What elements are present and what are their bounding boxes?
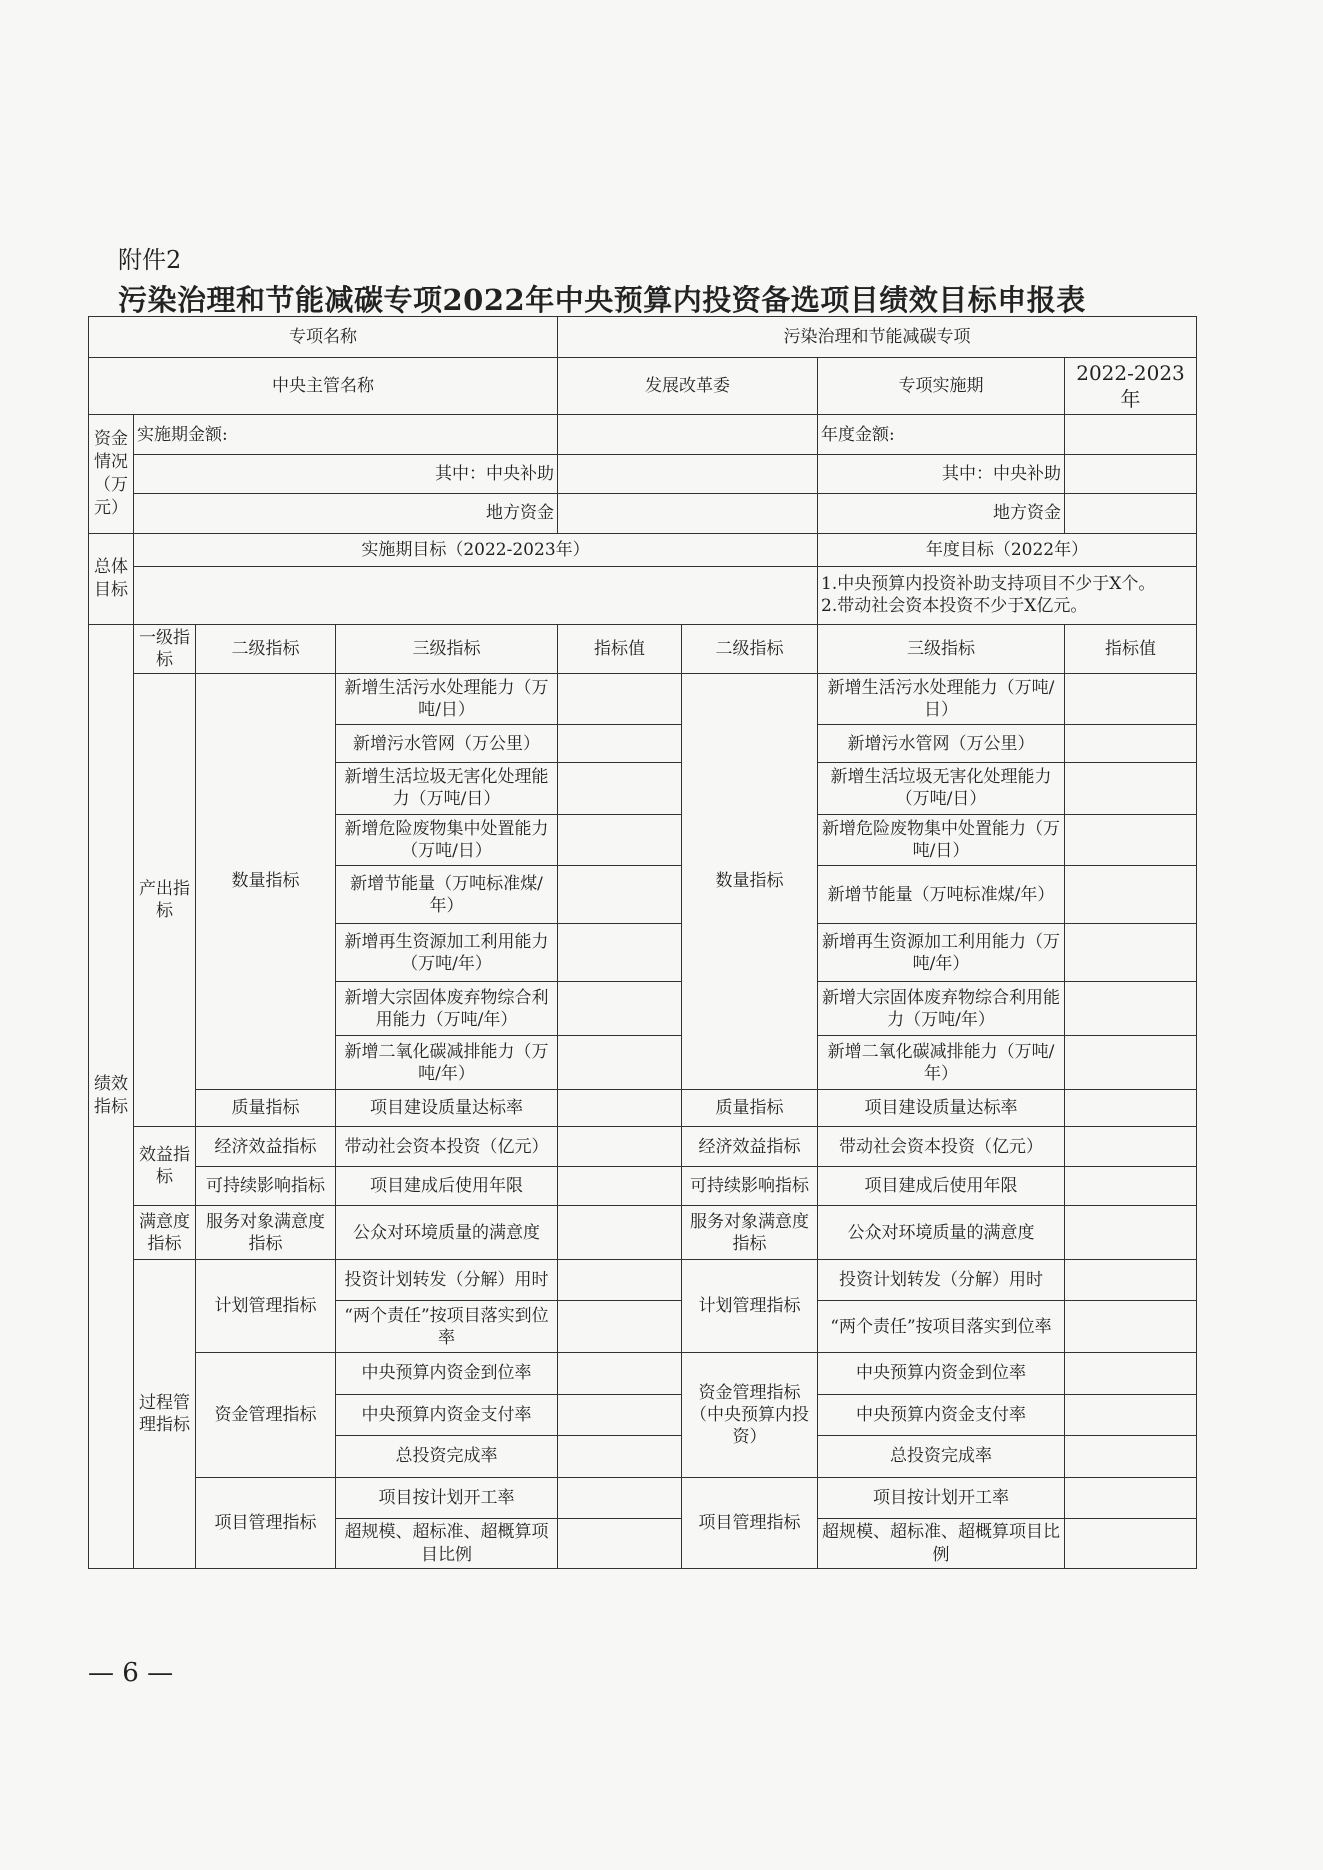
plan-mgmt-indicator: 计划管理指标 [196, 1260, 336, 1353]
proj-value-1-annual[interactable] [1065, 1477, 1197, 1518]
funds-annual-central-label: 其中：中央补助 [818, 454, 1065, 493]
service-item: 公众对环境质量的满意度 [336, 1206, 558, 1260]
economic-value-annual[interactable] [1065, 1127, 1197, 1166]
proj-mgmt-indicator: 项目管理指标 [196, 1477, 336, 1568]
plan-value-1[interactable] [558, 1260, 682, 1301]
col-value-annual: 指标值 [1065, 624, 1197, 673]
attachment-label: 附件2 [118, 246, 182, 274]
q3-item-annual: 新增生活垃圾无害化处理能力（万吨/日） [818, 762, 1065, 814]
q8-item: 新增二氧化碳减排能力（万吨/年） [336, 1036, 558, 1090]
q8-value-annual[interactable] [1065, 1036, 1197, 1090]
service-satisfaction-indicator-annual: 服务对象满意度指标 [682, 1206, 818, 1260]
benefit-indicator: 效益指标 [134, 1127, 196, 1206]
plan-value-1-annual[interactable] [1065, 1260, 1197, 1301]
fund-item-3-annual: 总投资完成率 [818, 1436, 1065, 1477]
q2-value[interactable] [558, 725, 682, 762]
fund-item-2: 中央预算内资金支付率 [336, 1394, 558, 1435]
q6-value[interactable] [558, 924, 682, 982]
satisfaction-indicator: 满意度指标 [134, 1206, 196, 1260]
fund-item-2-annual: 中央预算内资金支付率 [818, 1394, 1065, 1435]
q3-value-annual[interactable] [1065, 762, 1197, 814]
q3-item: 新增生活垃圾无害化处理能力（万吨/日） [336, 762, 558, 814]
q1-value[interactable] [558, 673, 682, 725]
dept-value: 发展改革委 [558, 358, 818, 415]
service-value[interactable] [558, 1206, 682, 1260]
goals-period-content[interactable] [134, 566, 818, 624]
funds-label: 资金情况（万元） [89, 415, 134, 533]
q6-item-annual: 新增再生资源加工利用能力（万吨/年） [818, 924, 1065, 982]
quantity-indicator-annual: 数量指标 [682, 673, 818, 1090]
q8-value[interactable] [558, 1036, 682, 1090]
col-level3: 三级指标 [336, 624, 558, 673]
goals-annual-line-2: 2.带动社会资本投资不少于X亿元。 [821, 596, 1088, 617]
fund-item-3: 总投资完成率 [336, 1436, 558, 1477]
funds-annual-local-label: 地方资金 [818, 494, 1065, 533]
plan-item-1: 投资计划转发（分解）用时 [336, 1260, 558, 1301]
quality-indicator-annual: 质量指标 [682, 1090, 818, 1127]
indicators-label: 绩效指标 [89, 624, 134, 1568]
q2-item-annual: 新增污水管网（万公里） [818, 725, 1065, 762]
quality-value[interactable] [558, 1090, 682, 1127]
economic-item-annual: 带动社会资本投资（亿元） [818, 1127, 1065, 1166]
plan-item-2: “两个责任”按项目落实到位率 [336, 1301, 558, 1353]
q5-value[interactable] [558, 866, 682, 924]
process-indicator: 过程管理指标 [134, 1260, 196, 1569]
funds-total-label: 实施期金额: [134, 415, 558, 454]
quality-indicator: 质量指标 [196, 1090, 336, 1127]
q1-value-annual[interactable] [1065, 673, 1197, 725]
plan-value-2[interactable] [558, 1301, 682, 1353]
q5-item-annual: 新增节能量（万吨标准煤/年） [818, 866, 1065, 924]
q2-value-annual[interactable] [1065, 725, 1197, 762]
q4-item: 新增危险废物集中处置能力（万吨/日） [336, 814, 558, 866]
col-level2: 二级指标 [196, 624, 336, 673]
proj-value-1[interactable] [558, 1477, 682, 1518]
q4-value-annual[interactable] [1065, 814, 1197, 866]
funds-central-value[interactable] [558, 454, 818, 493]
proj-item-2: 超规模、超标准、超概算项目比例 [336, 1519, 558, 1569]
funds-annual-label: 年度金额: [818, 415, 1065, 454]
sustain-indicator-annual: 可持续影响指标 [682, 1166, 818, 1205]
proj-value-2-annual[interactable] [1065, 1519, 1197, 1569]
proj-item-1-annual: 项目按计划开工率 [818, 1477, 1065, 1518]
q7-item-annual: 新增大宗固体废弃物综合利用能力（万吨/年） [818, 982, 1065, 1036]
sustain-value-annual[interactable] [1065, 1166, 1197, 1205]
special-name-value: 污染治理和节能减碳专项 [558, 317, 1197, 358]
funds-local-label: 地方资金 [134, 494, 558, 533]
economic-item: 带动社会资本投资（亿元） [336, 1127, 558, 1166]
quality-value-annual[interactable] [1065, 1090, 1197, 1127]
proj-value-2[interactable] [558, 1519, 682, 1569]
period-value: 2022-2023年 [1065, 358, 1197, 415]
fund-value-3[interactable] [558, 1436, 682, 1477]
q6-item: 新增再生资源加工利用能力（万吨/年） [336, 924, 558, 982]
col-level2-annual: 二级指标 [682, 624, 818, 673]
goals-period-label: 实施期目标（2022-2023年） [134, 533, 818, 566]
funds-annual-central-value[interactable] [1065, 454, 1197, 493]
period-label: 专项实施期 [818, 358, 1065, 415]
proj-item-2-annual: 超规模、超标准、超概算项目比例 [818, 1519, 1065, 1569]
sustain-indicator: 可持续影响指标 [196, 1166, 336, 1205]
goals-annual-label: 年度目标（2022年） [818, 533, 1197, 566]
funds-total-value[interactable] [558, 415, 818, 454]
goals-annual-content[interactable] [818, 566, 1197, 624]
service-satisfaction-indicator: 服务对象满意度指标 [196, 1206, 336, 1260]
fund-mgmt-indicator-annual: 资金管理指标（中央预算内投资） [682, 1353, 818, 1477]
quality-item: 项目建设质量达标率 [336, 1090, 558, 1127]
sustain-value[interactable] [558, 1166, 682, 1205]
fund-item-1-annual: 中央预算内资金到位率 [818, 1353, 1065, 1394]
funds-annual-local-value[interactable] [1065, 494, 1197, 533]
col-level1: 一级指标 [134, 624, 196, 673]
plan-item-2-annual: “两个责任”按项目落实到位率 [818, 1301, 1065, 1353]
fund-value-2[interactable] [558, 1394, 682, 1435]
funds-central-label: 其中：中央补助 [134, 454, 558, 493]
service-value-annual[interactable] [1065, 1206, 1197, 1260]
fund-item-1: 中央预算内资金到位率 [336, 1353, 558, 1394]
col-value: 指标值 [558, 624, 682, 673]
fund-value-1-annual[interactable] [1065, 1353, 1197, 1394]
q7-value-annual[interactable] [1065, 982, 1197, 1036]
special-name-label: 专项名称 [89, 317, 558, 358]
q6-value-annual[interactable] [1065, 924, 1197, 982]
page-number: — 6 — [88, 1658, 174, 1688]
plan-mgmt-indicator-annual: 计划管理指标 [682, 1260, 818, 1353]
q2-item: 新增污水管网（万公里） [336, 725, 558, 762]
funds-local-value[interactable] [558, 494, 818, 533]
goals-label: 总体目标 [89, 533, 134, 624]
sustain-item-annual: 项目建成后使用年限 [818, 1166, 1065, 1205]
q4-value[interactable] [558, 814, 682, 866]
output-indicator: 产出指标 [134, 673, 196, 1127]
sustain-item: 项目建成后使用年限 [336, 1166, 558, 1205]
q3-value[interactable] [558, 762, 682, 814]
plan-item-1-annual: 投资计划转发（分解）用时 [818, 1260, 1065, 1301]
funds-annual-value[interactable] [1065, 415, 1197, 454]
q5-value-annual[interactable] [1065, 866, 1197, 924]
fund-mgmt-indicator: 资金管理指标 [196, 1353, 336, 1477]
economic-indicator-annual: 经济效益指标 [682, 1127, 818, 1166]
performance-target-form [88, 316, 1197, 1569]
fund-value-3-annual[interactable] [1065, 1436, 1197, 1477]
q4-item-annual: 新增危险废物集中处置能力（万吨/日） [818, 814, 1065, 866]
q7-item: 新增大宗固体废弃物综合利用能力（万吨/年） [336, 982, 558, 1036]
col-level3-annual: 三级指标 [818, 624, 1065, 673]
goals-annual-line-1: 1.中央预算内投资补助支持项目不少于X个。 [821, 574, 1156, 595]
proj-mgmt-indicator-annual: 项目管理指标 [682, 1477, 818, 1568]
dept-label: 中央主管名称 [89, 358, 558, 415]
document-title: 污染治理和节能减碳专项2022年中央预算内投资备选项目绩效目标申报表 [118, 283, 1086, 317]
quality-item-annual: 项目建设质量达标率 [818, 1090, 1065, 1127]
fund-value-1[interactable] [558, 1353, 682, 1394]
quantity-indicator: 数量指标 [196, 673, 336, 1090]
economic-value[interactable] [558, 1127, 682, 1166]
q5-item: 新增节能量（万吨标准煤/年） [336, 866, 558, 924]
q1-item: 新增生活污水处理能力（万吨/日） [336, 673, 558, 725]
service-item-annual: 公众对环境质量的满意度 [818, 1206, 1065, 1260]
economic-indicator: 经济效益指标 [196, 1127, 336, 1166]
proj-item-1: 项目按计划开工率 [336, 1477, 558, 1518]
fund-value-2-annual[interactable] [1065, 1394, 1197, 1435]
q8-item-annual: 新增二氧化碳减排能力（万吨/年） [818, 1036, 1065, 1090]
q1-item-annual: 新增生活污水处理能力（万吨/日） [818, 673, 1065, 725]
q7-value[interactable] [558, 982, 682, 1036]
plan-value-2-annual[interactable] [1065, 1301, 1197, 1353]
